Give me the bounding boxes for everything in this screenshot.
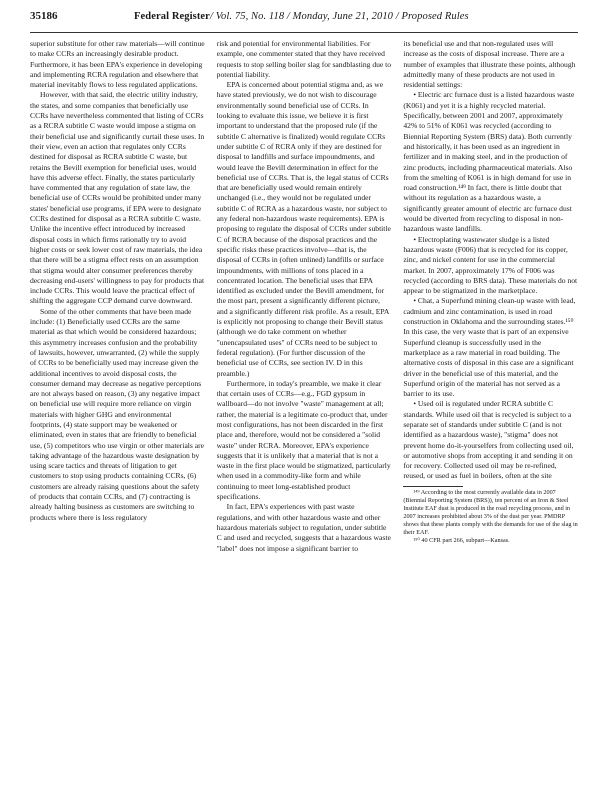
- bullet-paragraph: • Chat, a Superfund mining clean-up waste with lead, cadmium and zinc contamination, is used in road construction in Oklahoma and the surrounding states.¹⁵⁰ In this case, the very waste that is part of an expensive Superfund cleanup is successfully used in the marketplace as a raw material in road building. The alternative costs of disposal in this case are a significant driver in the beneficial use of this material, and the Superfund origin of the material has not served as a barrier to its use.: [403, 296, 576, 399]
- bullet-paragraph: • Electroplating wastewater sludge is a listed hazardous waste (F006) that is recycled for its copper, zinc, and nickel content for use in the commercial market. In 2007, approximately 17% of F006 was recycled (according to BRS data). These materials do not appear to be stigmatized in the marketplace.: [403, 234, 578, 296]
- paragraph: Some of the other comments that have been made include: (1) Beneficially used CCRs are the same material as that which would be considered hazardous; this asymmetry increases confusion and the probability of lawsuits, however, unwarranted, (2) while the supply of CCRs to be beneficially used may increase given the additional incentives to avoid disposal costs, the consumer demand may decrease as negative perceptions are not always based on reason, (3) any negative impact on beneficial use will require more reliance on virgin materials with higher GHG and environmental footprints, (4) state support may be weakened or eliminated, even in states that are friendly to beneficial use, (5) competitors who use virgin or other materials are taking advantage of the hazardous waste designation by using scare tactics and threats of litigation to get customers to stop using products containing CCRs, (6) customers are already raising questions about the safety of products that contain CCRs, and (7) contracting is already halting business as customers are switching to products where there is less regulatory: [30, 306, 205, 522]
- paragraph: However, with that said, the electric utility industry, the states, and some companies that beneficially use CCRs have nevertheless commented that listing of CCRs as a RCRA subtitle C waste would impose a stigma on their beneficial use and significantly curtail these uses. In their view, even an action that regulates only CCRs destined for disposal as RCRA subtitle C waste, but retains the Bevill exemption for beneficial uses, would have this adverse effect. Finally, the states particularly have commented that any regulation of state law, the beneficial use of CCRs would be prohibited under many states' beneficial use programs, if EPA were to designate CCRs destined for disposal as a RCRA subtitle C waste. Unlike the incentive effect introduced by increased disposal costs in which firms rationally try to avoid higher costs or seek lower cost of raw materials, the idea that there will be a stigma effect rests on an assumption that stigma would alter consumer preferences thereby decreasing end-users' willingness to pay for products that include CCRs. This would leave the practical effect of shifting the aggregate CCP demand curve downward.: [30, 90, 205, 306]
- paragraph: Furthermore, in today's preamble, we make it clear that certain uses of CCRs—e.g., FGD gypsum in wallboard—do not involve "waste" management at all; rather, the material is a legitimate co-product that, under most configurations, has not been discarded in the first place and, therefore, would not be considered a "solid waste" under RCRA. Moreover, EPA's experience suggests that it is unlikely that a material that is not a waste in the first place would be stigmatized, particularly when used in a commodity-like form and while continuing to meet long-established product specifications.: [216, 378, 391, 502]
- page-header: [30, 10, 578, 33]
- paragraph: its beneficial use and that non-regulated uses will increase as the costs of disposal increase. There are a number of examples that illustrate these points, although admittedly many of these products are not used in residential settings:: [403, 39, 576, 90]
- paragraph: risk and potential for environmental liabilities. For example, one commenter stated that they have received requests to stop selling boiler slag for sandblasting due to potential liability.: [216, 39, 392, 79]
- paragraph: In fact, EPA's experiences with past waste regulations, and with other hazardous waste and other hazardous materials subject to regulation, under subtitle C and used and recycled, suggests that a hazardous waste "label" does not impose a significant barrier to: [216, 502, 391, 553]
- bullet-paragraph: • Used oil is regulated under RCRA subtitle C standards. While used oil that is recycled is subject to a separate set of standards under subtitle C (and is not identified as a hazardous waste), "stigma" does not prevent home do-it-yourselfers from collecting used oil, or automotive shops from accepting it and sending it on for recovery. Collected used oil may be re-refined, reused, or used as fuel in boilers, often at the site: [403, 399, 574, 481]
- issue-info: / Vol. 75, No. 118 / Monday, June 21, 2010 / Proposed Rules: [209, 11, 469, 22]
- column-right: [403, 39, 578, 781]
- paragraph: superior substitute for other raw materials—will continue to make CCRs an increasingly desirable product. Furthermore, it has been EPA's experience in developing and implementing RCRA regulation and elsewhere that material inevitably flows to less regulated applications.: [30, 39, 205, 90]
- footnote: ¹⁵⁰ 40 CFR part 266, subpart—Kansas.: [413, 536, 510, 544]
- column-middle: [217, 39, 392, 781]
- footnote: ¹⁴⁹ According to the most currently available data in 2007 (Biennial Reporting System (BRS)), ten percent of an Iron & Steel Institute EAF dust is produced in the road recycling process, and in 2007 increases prohibited about 3% of the dust per year. PMDRP shows that these plants comply with the demands for use of the slag in their EAF.: [403, 488, 578, 536]
- running-title: [134, 11, 469, 22]
- bullet-paragraph: • Electric arc furnace dust is a listed hazardous waste (K061) and yet it is a highly recycled material. Specifically, between 2001 and 2007, approximately 42% to 51% of K061 was recycled (according to Biennial Reporting System (BRS) data). Both currently and historically, it has been used as an ingredient in fertilizer and in making steel, and in the production of zinc products, including pharmaceutical materials. Also from the smelting of K061 is in high demand for use in road construction.¹⁴⁹ In fact, there is little doubt that without its regulation as a hazardous waste, a significantly greater amount of electric arc furnace dust would be diverted from recycling to disposal in non-hazardous waste landfills.: [403, 90, 575, 234]
- journal-name: Federal Register: [134, 11, 210, 22]
- column-left: [30, 39, 205, 781]
- footnote-divider: [403, 486, 463, 487]
- page-number: 35186: [30, 10, 58, 22]
- document-page: [30, 10, 578, 786]
- text-columns: [30, 39, 578, 781]
- paragraph: EPA is concerned about potential stigma and, as we have stated previously, we do not wish to discourage environmentally sound beneficial use of CCRs. In looking to evaluate this issue, we believe it is first important to understand that the proposed rule (if the subtitle C alternative is finalized) would regulate CCRs under subtitle C of RCRA only if they are destined for disposal to landfills and surface impoundments, and would leave the Bevill determination in effect for the beneficial use of CCRs. That is, the legal status of CCRs that are beneficially used would remain entirely unchanged (i.e., they would not be regulated under subtitle C of RCRA as a hazardous waste, nor subject to any federal non-hazardous waste requirements). EPA is proposing to regulate the disposal of CCRs under subtitle C of RCRA because of the disposal practices and the specific risks these practices involve—that is, the disposal of CCRs in (often unlined) landfills or surface impoundments, with millions of tons placed in a concentrated location. The beneficial uses that EPA identified as excluded under the Bevill amendment, for the most part, present a significantly different picture, and a significantly different risk profile. As a result, EPA is explicitly not proposing to change their Bevill status (although we do take comment on whether "unencapsulated uses" of CCRs need to be subject to federal regulation). (For further discussion of the beneficial use of CCRs, see section IV. D in this preamble.): [216, 80, 391, 378]
